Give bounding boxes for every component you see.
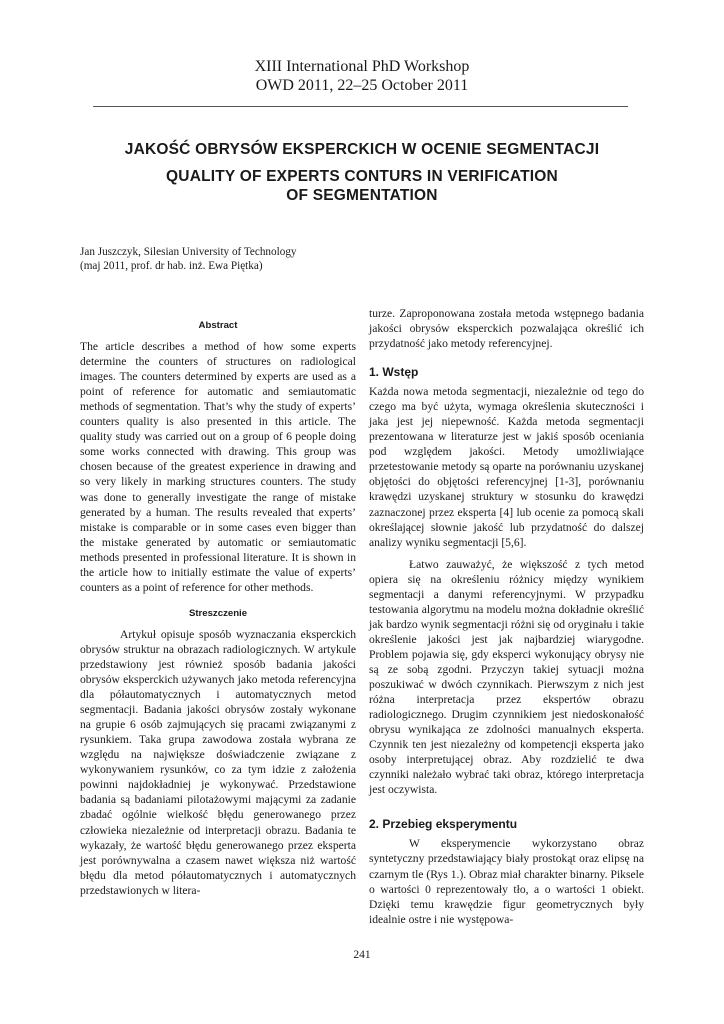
title-polish: JAKOŚĆ OBRYSÓW EKSPERCKICH W OCENIE SEGMENTACJI [124, 141, 600, 158]
author-block [80, 245, 380, 273]
author-affiliation: Jan Juszczyk, Silesian University of Technology [80, 246, 297, 258]
title-english-line1: QUALITY OF EXPERTS CONTURS IN VERIFICATION [166, 168, 558, 185]
workshop-date: OWD 2011, 22–25 October 2011 [255, 77, 469, 94]
continuation-text: turze. Zaproponowana została metoda wstępnego badania jakości obrysów eksperckich pozwalająca określić ich przydatność jako metody referencyjnej. [369, 307, 644, 351]
title-english-line2: OF SEGMENTATION [286, 187, 438, 204]
page-number: 241 [353, 949, 371, 961]
left-column [80, 318, 356, 898]
author-supervisor: (maj 2011, prof. dr hab. inż. Ewa Piętka) [80, 260, 263, 272]
section-1-heading: 1. Wstęp [369, 365, 419, 380]
streszczenie-heading: Streszczenie [188, 607, 248, 619]
abstract-text: The article describes a method of how some experts determine the counters of structures on radiological images. The counters determined by experts are used as a point of reference for automatic and semiautomatic methods of segmentation. That’s why the study of experts’ counters quality is also presented in this article. The quality study was carried out on a group of 6 people doing some works connected with drawing. This group was chosen because of the greatest experience in drawing and so very likely in marking structures counters. The study was done to generally investigate the range of mistake generated by a human. The results revealed that experts’ mistake is comparable or in some cases even bigger than the mistake generated by automatic or semiautomatic methods presented in professional literature. It is shown in the article how to initially estimate the value of experts’ counters as a point of reference for other methods. [80, 340, 356, 594]
header-rule [93, 106, 628, 107]
section-2-heading: 2. Przebieg eksperymentu [369, 817, 518, 832]
right-column [369, 306, 644, 927]
section-1-paragraph-1: Każda nowa metoda segmentacji, niezależnie od tego do czego ma być użyta, wymaga określenia skuteczności i jaka jest jej niepewność. Każda metoda segmentacji prezentowana w literaturze jest w jakiś sposób oceniania pod względem jakości. Metody umożliwiające przetestowanie metody są oparte na porównaniu uzyskanej objętości do objętości referencyjnej [1-3], porównaniu krawędzi uzyskanej struktury w stosunku do krawędzi zaznaczonej przez eksperta [4] lub ocenie za pomocą skali określającej słownie jakość lub przydatność do dalszej analizy wyniku segmentacji [5,6]. [369, 385, 644, 549]
section-1-paragraph-2: Łatwo zauważyć, że większość z tych metod opiera się na określeniu różnicy między wynikiem segmentacji a danymi referencyjnymi. W przypadku testowania algorytmu na modelu można dokładnie określić jak bardzo wynik segmentacji różni się od oryginału i takie określenie jakości jest jak najbardziej wiarygodne. Problem pojawia się, gdy eksperci wykonujący obrysy nie są ze sobą zgodni. Przyczyn takiej sytuacji można poszukiwać w dwóch czynnikach. Pierwszym z nich jest różna interpretacja przez ekspertów obrazu radiologicznego. Drugim czynnikiem jest niedoskonałość obrysu wynikająca ze zdolności manualnych eksperta. Czynnik ten jest niezależny od kompetencji eksperta jako osoby interpretującej obraz. Aby rozdzielić te dwa czynniki należało wybrać taki obraz, którego interpretacja jest oczywista. [369, 557, 644, 797]
streszczenie-text: Artykuł opisuje sposób wyznaczania eksperckich obrysów struktur na obrazach radiologicznych. W artykule przedstawiony jest również sposób badania jakości obrysów eksperckich używanych jako metoda referencyjna dla półautomatycznych i automatycznych metod segmentacji. Badania jakości obrysów zostały wykonane na grupie 6 osób zajmujących się pracami związanymi z rysunkiem. Taka grupa zawodowa została wybrana ze względu na największe doświadczenie związane z wykonywaniem rysunków, co za tym idzie z założenia powinni najdokładniej je wykonywać. Przedstawione badania są badaniami pilotażowymi mającymi za zadanie zbadać ogólnie wielkość błędu generowanego przez człowieka niezależnie od interpretacji obrazu. Badania te wykazały, że wartość błędu generowanego przez eksperta jest porównywalna a czasem nawet większa niż wartość błędu dla metod półautomatycznych i automatycznych przedstawionych w litera- [80, 627, 356, 897]
title-english [40, 167, 684, 205]
abstract-heading: Abstract [198, 320, 238, 331]
section-2-paragraph-1: W eksperymencie wykorzystano obraz syntetyczny przedstawiający biały prostokąt oraz elipsę na czarnym tle (Rys 1.). Obraz miał charakter binarny. Piksele o wartości 0 reprezentowały tło, a o wartości 1 obiekt. Dzięki temu krawędzie figur geometrycznych były idealnie ostre i nie występowa- [369, 837, 644, 926]
workshop-name: XIII International PhD Workshop [254, 58, 470, 75]
workshop-header [0, 57, 724, 95]
